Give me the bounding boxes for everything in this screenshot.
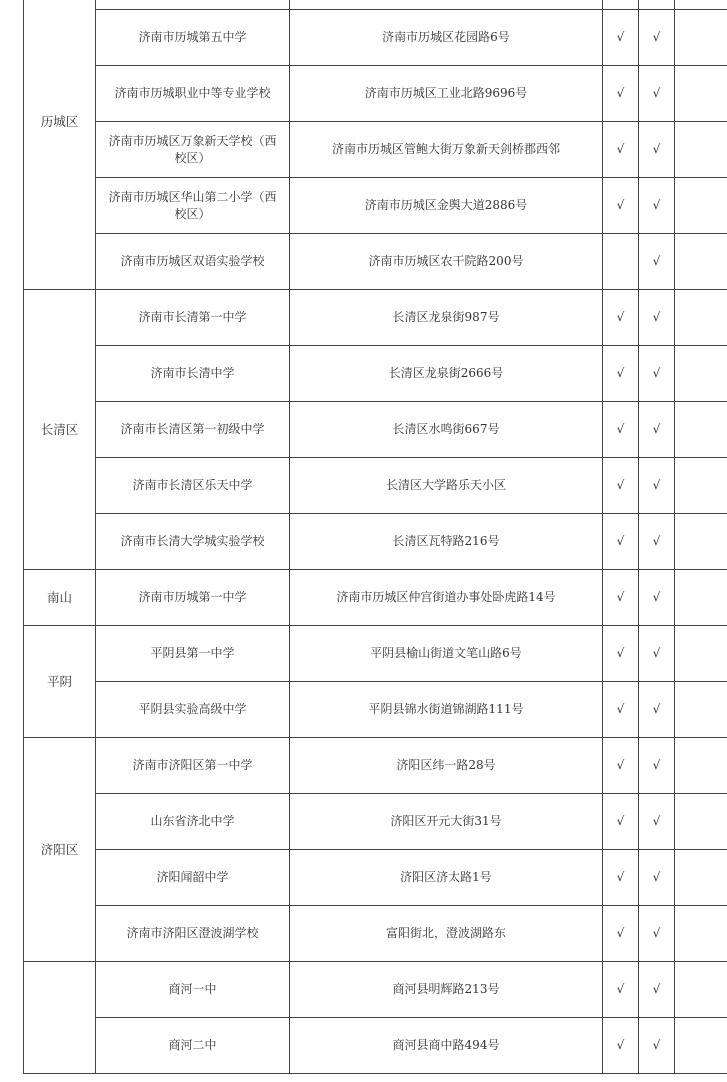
mark-cell-1: √ [603, 962, 639, 1018]
mark-cell-1: √ [603, 178, 639, 234]
school-address-cell: 济南市历城区工业北路9696号 [290, 66, 603, 122]
table-row [24, 850, 727, 906]
blank-cell [675, 346, 727, 402]
school-address-cell: 济阳区开元大街31号 [290, 794, 603, 850]
school-address-cell: 商河县商中路494号 [290, 1018, 603, 1074]
mark-cell-1: √ [603, 850, 639, 906]
table-body [24, 0, 727, 1074]
mark-cell-1: √ [603, 906, 639, 962]
blank-cell [675, 10, 727, 66]
mark-cell-2: √ [639, 402, 675, 458]
table-row [24, 458, 727, 514]
district-cell [24, 962, 96, 1074]
mark-cell-1: √ [603, 10, 639, 66]
school-name-cell: 平阴县实验高级中学 [96, 682, 290, 738]
district-cell: 长清区 [24, 290, 96, 570]
mark-cell-2: √ [639, 178, 675, 234]
table-row [24, 906, 727, 962]
blank-cell [675, 66, 727, 122]
blank-cell [675, 962, 727, 1018]
exam-site-table [23, 0, 727, 1074]
mark-cell-2: √ [639, 458, 675, 514]
mark-cell-2: √ [639, 570, 675, 626]
school-address-cell: 长清区大学路乐天小区 [290, 458, 603, 514]
school-address-cell: 平阴县榆山街道文笔山路6号 [290, 626, 603, 682]
school-address-cell: 济南市历城区金舆大道2886号 [290, 178, 603, 234]
table-row [24, 178, 727, 234]
mark-cell-2: √ [639, 122, 675, 178]
table-row [24, 290, 727, 346]
district-cell: 平阴 [24, 626, 96, 738]
mark-cell-2: √ [639, 906, 675, 962]
blank-cell [675, 738, 727, 794]
table-row [24, 1018, 727, 1074]
school-address-cell: 商河县明辉路213号 [290, 962, 603, 1018]
mark-cell-2 [639, 0, 675, 10]
school-name-cell: 济南市长清第一中学 [96, 290, 290, 346]
blank-cell [675, 906, 727, 962]
school-address-cell: 长清区水鸣街667号 [290, 402, 603, 458]
blank-cell [675, 0, 727, 10]
table-row [24, 402, 727, 458]
school-name-cell: 济南市长清大学城实验学校 [96, 514, 290, 570]
blank-cell [675, 402, 727, 458]
mark-cell-1: √ [603, 626, 639, 682]
school-address-cell: 济南市历城区仲宫街道办事处卧虎路14号 [290, 570, 603, 626]
table-row [24, 122, 727, 178]
district-cell: 历城区 [24, 0, 96, 290]
school-address-cell: 长清区龙泉街987号 [290, 290, 603, 346]
mark-cell-2: √ [639, 10, 675, 66]
mark-cell-1: √ [603, 458, 639, 514]
mark-cell-1: √ [603, 514, 639, 570]
school-name-cell: 山东省济北中学 [96, 794, 290, 850]
blank-cell [675, 514, 727, 570]
blank-cell [675, 794, 727, 850]
school-name-cell: 济南市历城第五中学 [96, 10, 290, 66]
district-cell: 南山 [24, 570, 96, 626]
school-address-cell [290, 0, 603, 10]
mark-cell-1: √ [603, 290, 639, 346]
school-name-cell: 商河二中 [96, 1018, 290, 1074]
table-row [24, 10, 727, 66]
mark-cell-1: √ [603, 1018, 639, 1074]
mark-cell-1: √ [603, 346, 639, 402]
blank-cell [675, 626, 727, 682]
mark-cell-1: √ [603, 570, 639, 626]
mark-cell-2: √ [639, 794, 675, 850]
school-address-cell: 济南市历城区管鲍大街万象新天剑桥郡西邻 [290, 122, 603, 178]
blank-cell [675, 178, 727, 234]
school-name-cell [96, 0, 290, 10]
mark-cell-1: √ [603, 122, 639, 178]
mark-cell-2: √ [639, 1018, 675, 1074]
table-row [24, 0, 727, 10]
school-address-cell: 济阳区纬一路28号 [290, 738, 603, 794]
district-cell: 济阳区 [24, 738, 96, 962]
table-row [24, 234, 727, 290]
mark-cell-2: √ [639, 234, 675, 290]
mark-cell-1 [603, 234, 639, 290]
school-name-cell: 商河一中 [96, 962, 290, 1018]
table-row [24, 514, 727, 570]
school-name-cell: 济南市济阳区第一中学 [96, 738, 290, 794]
school-address-cell: 长清区龙泉街2666号 [290, 346, 603, 402]
table-row [24, 66, 727, 122]
mark-cell-2: √ [639, 290, 675, 346]
blank-cell [675, 458, 727, 514]
blank-cell [675, 682, 727, 738]
school-name-cell: 济南市历城区双语实验学校 [96, 234, 290, 290]
school-address-cell: 济南市历城区花园路6号 [290, 10, 603, 66]
school-name-cell: 济南市长清区第一初级中学 [96, 402, 290, 458]
mark-cell-2: √ [639, 626, 675, 682]
table-row [24, 794, 727, 850]
mark-cell-2: √ [639, 850, 675, 906]
mark-cell-1: √ [603, 794, 639, 850]
mark-cell-1: √ [603, 66, 639, 122]
table-row [24, 346, 727, 402]
school-name-cell: 济南市历城区万象新天学校（西校区） [96, 122, 290, 178]
school-name-cell: 平阴县第一中学 [96, 626, 290, 682]
blank-cell [675, 1018, 727, 1074]
table-row [24, 682, 727, 738]
mark-cell-2: √ [639, 962, 675, 1018]
school-address-cell: 济阳区济太路1号 [290, 850, 603, 906]
table-row [24, 738, 727, 794]
school-name-cell: 济南市长清区乐天中学 [96, 458, 290, 514]
school-address-cell: 富阳街北，澄波湖路东 [290, 906, 603, 962]
table-row [24, 570, 727, 626]
school-address-cell: 平阴县锦水街道锦湖路111号 [290, 682, 603, 738]
blank-cell [675, 290, 727, 346]
school-name-cell: 济南市历城第一中学 [96, 570, 290, 626]
mark-cell-1: √ [603, 402, 639, 458]
mark-cell-2: √ [639, 682, 675, 738]
blank-cell [675, 122, 727, 178]
blank-cell [675, 234, 727, 290]
school-name-cell: 济南市历城区华山第二小学（西校区） [96, 178, 290, 234]
mark-cell-1: √ [603, 738, 639, 794]
mark-cell-2: √ [639, 66, 675, 122]
blank-cell [675, 570, 727, 626]
mark-cell-1 [603, 0, 639, 10]
mark-cell-2: √ [639, 346, 675, 402]
table-row [24, 962, 727, 1018]
blank-cell [675, 850, 727, 906]
school-name-cell: 济南市历城职业中等专业学校 [96, 66, 290, 122]
mark-cell-2: √ [639, 738, 675, 794]
mark-cell-2: √ [639, 514, 675, 570]
school-name-cell: 济阳闻韶中学 [96, 850, 290, 906]
mark-cell-1: √ [603, 682, 639, 738]
school-address-cell: 济南市历城区农干院路200号 [290, 234, 603, 290]
table-row [24, 626, 727, 682]
school-address-cell: 长清区瓦特路216号 [290, 514, 603, 570]
school-name-cell: 济南市济阳区澄波湖学校 [96, 906, 290, 962]
school-name-cell: 济南市长清中学 [96, 346, 290, 402]
